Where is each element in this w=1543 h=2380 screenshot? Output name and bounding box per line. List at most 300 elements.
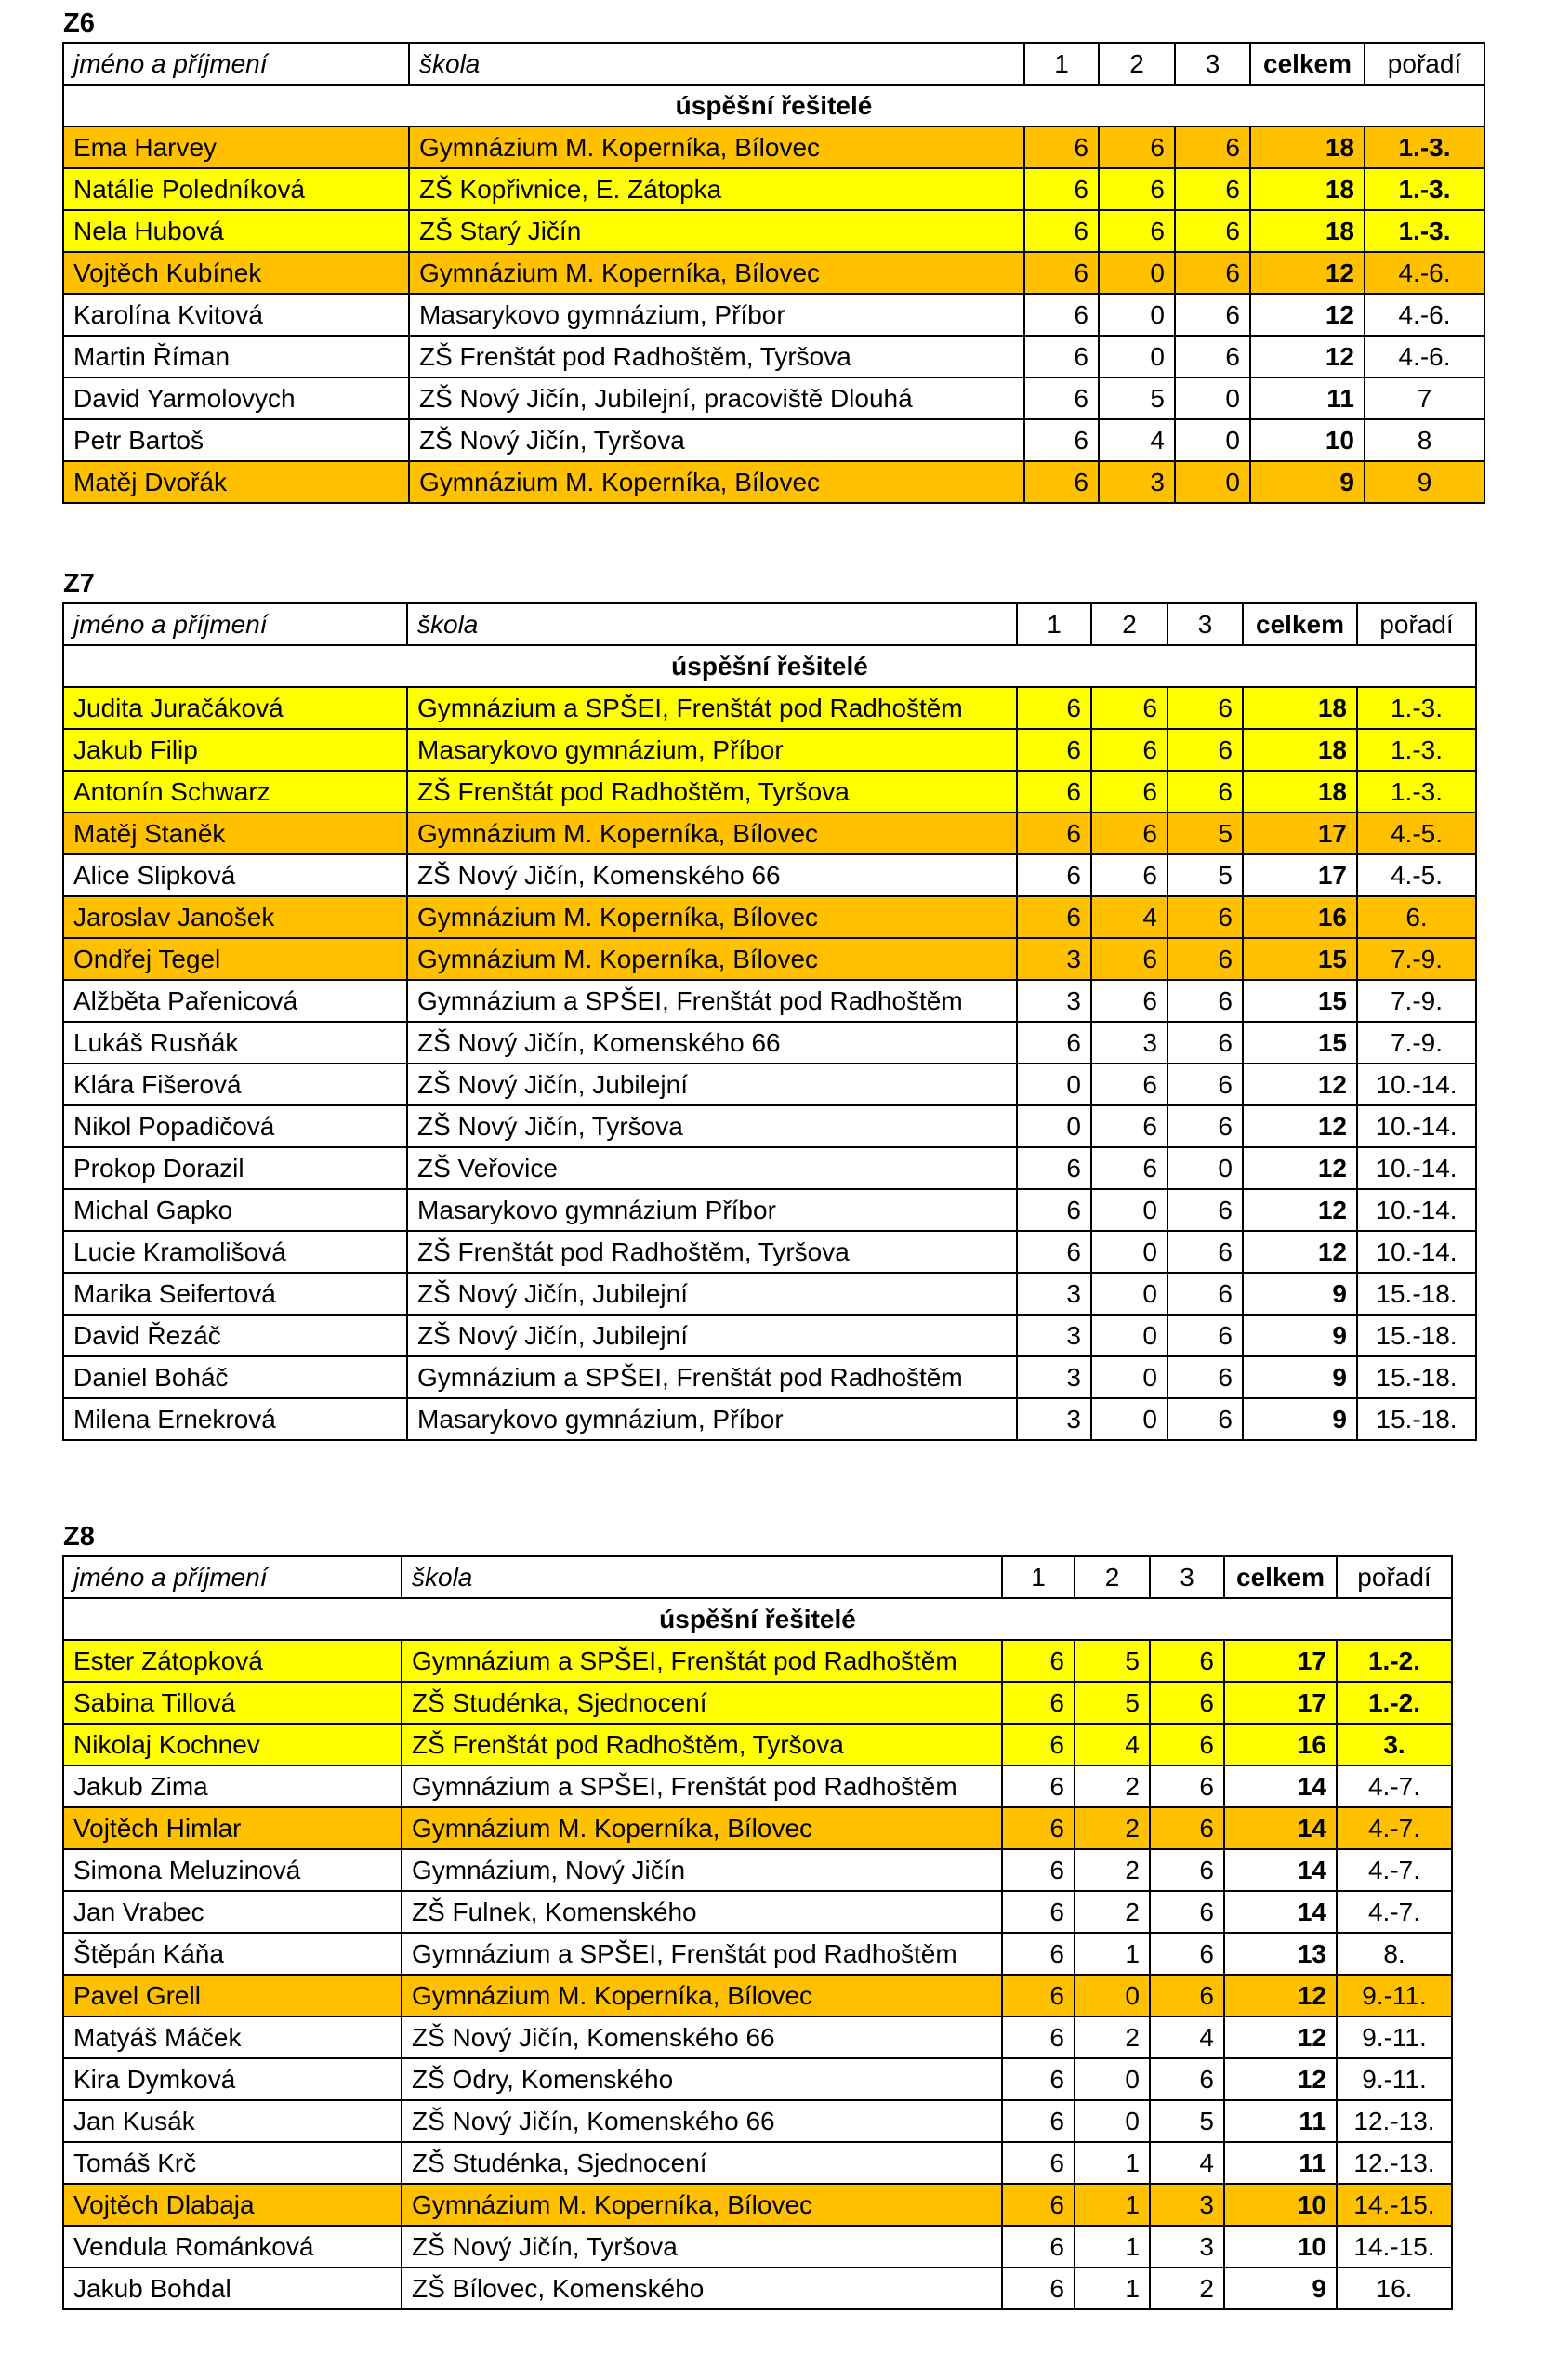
cell-task-3: 0: [1175, 419, 1250, 461]
cell-rank: 1.-3.: [1365, 126, 1484, 168]
cell-total: 16: [1224, 1724, 1337, 1765]
cell-task-2: 2: [1075, 1891, 1150, 1933]
cell-school: ZŠ Nový Jičín, Tyršova: [407, 1105, 1017, 1147]
cell-task-3: 6: [1175, 168, 1250, 210]
cell-task-1: 3: [1017, 1398, 1091, 1440]
table-row: [63, 1147, 1476, 1189]
cell-task-3: 5: [1150, 2100, 1224, 2142]
section-title: Z8: [63, 1522, 95, 1552]
cell-task-2: 0: [1091, 1356, 1167, 1398]
cell-rank: 3.: [1337, 1724, 1452, 1765]
cell-task-1: 3: [1017, 1356, 1091, 1398]
header-name: jméno a příjmení: [63, 1556, 402, 1598]
cell-name: Karolína Kvitová: [63, 294, 409, 336]
cell-task-2: 0: [1099, 294, 1175, 336]
table-row: [63, 1640, 1452, 1682]
cell-total: 18: [1250, 168, 1365, 210]
cell-task-2: 4: [1099, 419, 1175, 461]
cell-school: Masarykovo gymnázium, Příbor: [407, 729, 1017, 771]
cell-task-2: 2: [1075, 2016, 1150, 2058]
cell-total: 12: [1243, 1189, 1357, 1231]
table-row: [63, 2268, 1452, 2309]
cell-school: ZŠ Starý Jičín: [409, 210, 1024, 252]
header-total: celkem: [1243, 603, 1357, 645]
cell-total: 10: [1224, 2226, 1337, 2268]
cell-rank: 10.-14.: [1357, 1189, 1476, 1231]
cell-rank: 4.-7.: [1337, 1765, 1452, 1807]
table-row: [63, 1398, 1476, 1440]
subheader-row: [63, 85, 1484, 126]
cell-task-1: 6: [1024, 377, 1099, 419]
cell-total: 9: [1243, 1356, 1357, 1398]
cell-school: Gymnázium a SPŠEI, Frenštát pod Radhoštěm: [407, 980, 1017, 1022]
cell-task-2: 6: [1091, 771, 1167, 813]
table-row: [63, 1315, 1476, 1356]
cell-school: Gymnázium M. Koperníka, Bílovec: [407, 896, 1017, 938]
cell-task-3: 6: [1150, 1849, 1224, 1891]
table-row: [63, 771, 1476, 813]
cell-task-3: 5: [1167, 854, 1243, 896]
cell-total: 12: [1250, 252, 1365, 294]
table-row: [63, 2100, 1452, 2142]
cell-total: 14: [1224, 1807, 1337, 1849]
cell-name: Sabina Tillová: [63, 1682, 402, 1724]
cell-name: Alžběta Pařenicová: [63, 980, 407, 1022]
cell-total: 12: [1243, 1231, 1357, 1273]
table-row: [63, 1891, 1452, 1933]
subheader-row: [63, 1598, 1452, 1640]
cell-task-1: 6: [1017, 896, 1091, 938]
cell-task-2: 0: [1091, 1189, 1167, 1231]
cell-task-1: 3: [1017, 1273, 1091, 1315]
cell-task-1: 6: [1002, 2226, 1075, 2268]
cell-rank: 15.-18.: [1357, 1356, 1476, 1398]
cell-task-2: 0: [1075, 1975, 1150, 2016]
cell-school: Gymnázium M. Koperníka, Bílovec: [402, 2184, 1002, 2226]
table-row: [63, 1231, 1476, 1273]
cell-task-3: 6: [1167, 1105, 1243, 1147]
results-table-z6: [62, 42, 1485, 504]
results-table-z8: [62, 1555, 1453, 2310]
cell-rank: 15.-18.: [1357, 1315, 1476, 1356]
cell-task-3: 6: [1167, 1315, 1243, 1356]
cell-task-1: 6: [1002, 2142, 1075, 2184]
cell-task-1: 6: [1017, 1189, 1091, 1231]
cell-total: 10: [1250, 419, 1365, 461]
cell-school: ZŠ Bílovec, Komenského: [402, 2268, 1002, 2309]
cell-task-3: 6: [1167, 938, 1243, 980]
cell-task-2: 5: [1099, 377, 1175, 419]
cell-task-1: 6: [1024, 461, 1099, 503]
table-row: [63, 126, 1484, 168]
cell-task-1: 6: [1024, 294, 1099, 336]
cell-name: Antonín Schwarz: [63, 771, 407, 813]
cell-name: Jan Kusák: [63, 2100, 402, 2142]
cell-task-2: 1: [1075, 2142, 1150, 2184]
cell-total: 9: [1243, 1398, 1357, 1440]
cell-task-1: 6: [1002, 1891, 1075, 1933]
cell-task-1: 0: [1017, 1064, 1091, 1105]
cell-task-3: 6: [1167, 687, 1243, 729]
header-task-1: 1: [1017, 603, 1091, 645]
cell-name: Jakub Filip: [63, 729, 407, 771]
cell-task-2: 0: [1091, 1315, 1167, 1356]
cell-name: Natálie Poledníková: [63, 168, 409, 210]
cell-total: 12: [1243, 1064, 1357, 1105]
cell-task-1: 6: [1024, 252, 1099, 294]
cell-rank: 9: [1365, 461, 1484, 503]
cell-rank: 4.-5.: [1357, 854, 1476, 896]
cell-name: Vojtěch Dlabaja: [63, 2184, 402, 2226]
cell-school: Gymnázium M. Koperníka, Bílovec: [409, 461, 1024, 503]
table-row: [63, 1849, 1452, 1891]
cell-task-3: 6: [1167, 729, 1243, 771]
cell-rank: 10.-14.: [1357, 1064, 1476, 1105]
header-total: celkem: [1250, 43, 1365, 85]
cell-name: Lukáš Rusňák: [63, 1022, 407, 1064]
cell-task-1: 6: [1024, 210, 1099, 252]
cell-school: Gymnázium M. Koperníka, Bílovec: [409, 126, 1024, 168]
cell-task-1: 6: [1002, 1807, 1075, 1849]
cell-task-1: 6: [1017, 771, 1091, 813]
cell-task-1: 6: [1002, 1849, 1075, 1891]
cell-task-2: 0: [1091, 1398, 1167, 1440]
cell-rank: 1.-3.: [1357, 771, 1476, 813]
cell-task-1: 6: [1017, 687, 1091, 729]
table-row: [63, 294, 1484, 336]
header-task-3: 3: [1175, 43, 1250, 85]
cell-total: 13: [1224, 1933, 1337, 1975]
table-row: [63, 896, 1476, 938]
cell-task-3: 3: [1150, 2226, 1224, 2268]
cell-rank: 9.-11.: [1337, 1975, 1452, 2016]
cell-task-1: 6: [1002, 2100, 1075, 2142]
cell-name: Matěj Dvořák: [63, 461, 409, 503]
cell-task-3: 6: [1167, 1231, 1243, 1273]
cell-school: Masarykovo gymnázium, Příbor: [407, 1398, 1017, 1440]
cell-total: 11: [1224, 2100, 1337, 2142]
cell-school: ZŠ Nový Jičín, Jubilejní: [407, 1273, 1017, 1315]
cell-task-2: 1: [1075, 2226, 1150, 2268]
cell-rank: 8.: [1337, 1933, 1452, 1975]
cell-rank: 4.-7.: [1337, 1807, 1452, 1849]
cell-total: 10: [1224, 2184, 1337, 2226]
cell-school: Gymnázium M. Koperníka, Bílovec: [407, 938, 1017, 980]
cell-total: 9: [1243, 1315, 1357, 1356]
cell-school: Gymnázium M. Koperníka, Bílovec: [409, 252, 1024, 294]
table-row: [63, 980, 1476, 1022]
cell-total: 18: [1243, 687, 1357, 729]
cell-task-1: 6: [1002, 1975, 1075, 2016]
cell-name: Prokop Dorazil: [63, 1147, 407, 1189]
header-task-2: 2: [1075, 1556, 1150, 1598]
cell-name: Milena Ernekrová: [63, 1398, 407, 1440]
cell-school: ZŠ Kopřivnice, E. Zátopka: [409, 168, 1024, 210]
cell-rank: 4.-7.: [1337, 1891, 1452, 1933]
cell-task-1: 6: [1024, 419, 1099, 461]
table-row: [63, 2184, 1452, 2226]
cell-total: 9: [1243, 1273, 1357, 1315]
cell-school: ZŠ Nový Jičín, Jubilejní: [407, 1064, 1017, 1105]
cell-school: ZŠ Frenštát pod Radhoštěm, Tyršova: [402, 1724, 1002, 1765]
subheader-label: úspěšní řešitelé: [63, 1598, 1452, 1640]
cell-task-2: 6: [1091, 1105, 1167, 1147]
cell-total: 18: [1243, 729, 1357, 771]
cell-school: ZŠ Nový Jičín, Jubilejní: [407, 1315, 1017, 1356]
cell-rank: 10.-14.: [1357, 1105, 1476, 1147]
table-row: [63, 1933, 1452, 1975]
cell-task-1: 6: [1002, 2184, 1075, 2226]
subheader-row: [63, 645, 1476, 687]
cell-rank: 14.-15.: [1337, 2184, 1452, 2226]
cell-name: Matyáš Máček: [63, 2016, 402, 2058]
cell-rank: 4.-5.: [1357, 813, 1476, 854]
cell-rank: 12.-13.: [1337, 2100, 1452, 2142]
table-row: [63, 461, 1484, 503]
cell-rank: 6.: [1357, 896, 1476, 938]
table-header-row: [63, 1556, 1452, 1598]
cell-school: Masarykovo gymnázium, Příbor: [409, 294, 1024, 336]
cell-school: Gymnázium a SPŠEI, Frenštát pod Radhoštěm: [402, 1933, 1002, 1975]
cell-task-3: 6: [1150, 1640, 1224, 1682]
cell-name: Michal Gapko: [63, 1189, 407, 1231]
cell-total: 11: [1250, 377, 1365, 419]
table-row: [63, 1022, 1476, 1064]
cell-name: Alice Slipková: [63, 854, 407, 896]
cell-rank: 4.-7.: [1337, 1849, 1452, 1891]
cell-task-1: 6: [1017, 729, 1091, 771]
cell-task-3: 6: [1175, 252, 1250, 294]
cell-name: Vojtěch Kubínek: [63, 252, 409, 294]
cell-total: 12: [1224, 2016, 1337, 2058]
table-row: [63, 1682, 1452, 1724]
cell-task-3: 6: [1167, 1273, 1243, 1315]
cell-rank: 15.-18.: [1357, 1398, 1476, 1440]
cell-task-2: 5: [1075, 1640, 1150, 1682]
cell-task-2: 6: [1091, 1147, 1167, 1189]
cell-task-3: 6: [1150, 1891, 1224, 1933]
table-row: [63, 419, 1484, 461]
cell-name: David Yarmolovych: [63, 377, 409, 419]
cell-task-3: 6: [1150, 2058, 1224, 2100]
table-row: [63, 1765, 1452, 1807]
cell-total: 12: [1250, 336, 1365, 377]
cell-rank: 9.-11.: [1337, 2016, 1452, 2058]
header-name: jméno a příjmení: [63, 603, 407, 645]
table-row: [63, 336, 1484, 377]
cell-task-1: 6: [1002, 1765, 1075, 1807]
cell-total: 17: [1224, 1640, 1337, 1682]
cell-task-3: 3: [1150, 2184, 1224, 2226]
table-row: [63, 813, 1476, 854]
cell-task-3: 6: [1150, 1975, 1224, 2016]
cell-name: Jakub Bohdal: [63, 2268, 402, 2309]
cell-total: 11: [1224, 2142, 1337, 2184]
header-task-1: 1: [1024, 43, 1099, 85]
cell-task-1: 3: [1017, 980, 1091, 1022]
cell-name: Martin Říman: [63, 336, 409, 377]
cell-name: Jan Vrabec: [63, 1891, 402, 1933]
section-title: Z6: [63, 8, 95, 38]
header-task-2: 2: [1099, 43, 1175, 85]
cell-total: 17: [1243, 854, 1357, 896]
cell-task-2: 1: [1075, 2268, 1150, 2309]
cell-task-2: 2: [1075, 1807, 1150, 1849]
cell-total: 15: [1243, 938, 1357, 980]
cell-task-1: 6: [1024, 168, 1099, 210]
cell-school: ZŠ Studénka, Sjednocení: [402, 2142, 1002, 2184]
table-row: [63, 2142, 1452, 2184]
cell-task-2: 6: [1091, 687, 1167, 729]
cell-task-3: 4: [1150, 2016, 1224, 2058]
cell-task-3: 6: [1175, 336, 1250, 377]
cell-total: 12: [1250, 294, 1365, 336]
cell-task-3: 6: [1150, 1807, 1224, 1849]
cell-task-2: 6: [1091, 854, 1167, 896]
cell-total: 18: [1250, 210, 1365, 252]
results-table-z7: [62, 602, 1477, 1441]
cell-task-3: 6: [1150, 1933, 1224, 1975]
table-row: [63, 1105, 1476, 1147]
cell-name: Klára Fišerová: [63, 1064, 407, 1105]
cell-task-1: 6: [1002, 1640, 1075, 1682]
table-row: [63, 1064, 1476, 1105]
cell-school: ZŠ Odry, Komenského: [402, 2058, 1002, 2100]
header-school: škola: [409, 43, 1024, 85]
cell-school: ZŠ Nový Jičín, Jubilejní, pracoviště Dlouhá: [409, 377, 1024, 419]
cell-total: 15: [1243, 980, 1357, 1022]
cell-rank: 1.-2.: [1337, 1640, 1452, 1682]
header-task-3: 3: [1167, 603, 1243, 645]
cell-name: Marika Seifertová: [63, 1273, 407, 1315]
header-task-3: 3: [1150, 1556, 1224, 1598]
cell-total: 14: [1224, 1891, 1337, 1933]
cell-task-2: 5: [1075, 1682, 1150, 1724]
cell-task-2: 6: [1091, 938, 1167, 980]
cell-task-3: 6: [1167, 980, 1243, 1022]
cell-name: Lucie Kramolišová: [63, 1231, 407, 1273]
cell-task-2: 1: [1075, 1933, 1150, 1975]
cell-name: Jaroslav Janošek: [63, 896, 407, 938]
cell-name: Matěj Staněk: [63, 813, 407, 854]
cell-rank: 7: [1365, 377, 1484, 419]
cell-task-3: 6: [1150, 1724, 1224, 1765]
cell-rank: 1.-3.: [1357, 687, 1476, 729]
cell-task-3: 6: [1167, 896, 1243, 938]
cell-rank: 12.-13.: [1337, 2142, 1452, 2184]
cell-name: Daniel Boháč: [63, 1356, 407, 1398]
cell-task-2: 6: [1091, 813, 1167, 854]
cell-task-3: 6: [1150, 1682, 1224, 1724]
cell-rank: 7.-9.: [1357, 938, 1476, 980]
cell-name: Nela Hubová: [63, 210, 409, 252]
cell-rank: 14.-15.: [1337, 2226, 1452, 2268]
cell-rank: 10.-14.: [1357, 1231, 1476, 1273]
table-row: [63, 938, 1476, 980]
cell-rank: 1.-3.: [1357, 729, 1476, 771]
cell-task-1: 0: [1017, 1105, 1091, 1147]
table-row: [63, 687, 1476, 729]
header-rank: pořadí: [1337, 1556, 1452, 1598]
cell-task-2: 1: [1075, 2184, 1150, 2226]
table-row: [63, 1975, 1452, 2016]
cell-task-2: 0: [1075, 2100, 1150, 2142]
cell-name: Ester Zátopková: [63, 1640, 402, 1682]
cell-total: 18: [1243, 771, 1357, 813]
table-row: [63, 1807, 1452, 1849]
cell-total: 16: [1243, 896, 1357, 938]
cell-task-3: 6: [1175, 210, 1250, 252]
cell-rank: 1.-2.: [1337, 1682, 1452, 1724]
table-row: [63, 252, 1484, 294]
cell-name: Štěpán Káňa: [63, 1933, 402, 1975]
cell-task-3: 6: [1167, 1189, 1243, 1231]
table-row: [63, 2016, 1452, 2058]
cell-task-3: 6: [1175, 126, 1250, 168]
cell-task-3: 6: [1150, 1765, 1224, 1807]
cell-name: Nikol Popadičová: [63, 1105, 407, 1147]
cell-school: ZŠ Frenštát pod Radhoštěm, Tyršova: [407, 1231, 1017, 1273]
header-task-2: 2: [1091, 603, 1167, 645]
cell-task-2: 3: [1091, 1022, 1167, 1064]
cell-rank: 4.-6.: [1365, 336, 1484, 377]
cell-rank: 7.-9.: [1357, 980, 1476, 1022]
cell-task-1: 6: [1002, 2268, 1075, 2309]
cell-rank: 4.-6.: [1365, 294, 1484, 336]
table-row: [63, 210, 1484, 252]
cell-name: Petr Bartoš: [63, 419, 409, 461]
header-total: celkem: [1224, 1556, 1337, 1598]
cell-name: Kira Dymková: [63, 2058, 402, 2100]
table-row: [63, 377, 1484, 419]
cell-task-1: 6: [1002, 1682, 1075, 1724]
cell-rank: 15.-18.: [1357, 1273, 1476, 1315]
cell-name: Jakub Zima: [63, 1765, 402, 1807]
cell-school: ZŠ Nový Jičín, Tyršova: [402, 2226, 1002, 2268]
table-row: [63, 2226, 1452, 2268]
cell-task-3: 0: [1167, 1147, 1243, 1189]
cell-task-2: 0: [1099, 336, 1175, 377]
cell-task-3: 6: [1167, 1022, 1243, 1064]
cell-name: Pavel Grell: [63, 1975, 402, 2016]
cell-task-2: 6: [1099, 168, 1175, 210]
cell-task-2: 0: [1091, 1273, 1167, 1315]
cell-task-3: 0: [1175, 461, 1250, 503]
cell-task-2: 6: [1091, 1064, 1167, 1105]
cell-name: Ondřej Tegel: [63, 938, 407, 980]
cell-name: Nikolaj Kochnev: [63, 1724, 402, 1765]
cell-task-1: 6: [1002, 2058, 1075, 2100]
cell-task-3: 6: [1167, 1064, 1243, 1105]
cell-task-1: 6: [1002, 2016, 1075, 2058]
cell-school: ZŠ Studénka, Sjednocení: [402, 1682, 1002, 1724]
section-title: Z7: [63, 569, 95, 599]
cell-name: Tomáš Krč: [63, 2142, 402, 2184]
cell-task-3: 0: [1175, 377, 1250, 419]
cell-school: ZŠ Fulnek, Komenského: [402, 1891, 1002, 1933]
header-name: jméno a příjmení: [63, 43, 409, 85]
header-school: škola: [407, 603, 1017, 645]
cell-rank: 8: [1365, 419, 1484, 461]
cell-task-1: 6: [1017, 1022, 1091, 1064]
cell-school: Gymnázium M. Koperníka, Bílovec: [407, 813, 1017, 854]
cell-task-2: 4: [1091, 896, 1167, 938]
cell-school: Gymnázium a SPŠEI, Frenštát pod Radhoštěm: [407, 687, 1017, 729]
cell-task-3: 4: [1150, 2142, 1224, 2184]
header-rank: pořadí: [1365, 43, 1484, 85]
cell-school: ZŠ Nový Jičín, Komenského 66: [407, 1022, 1017, 1064]
cell-task-1: 6: [1002, 1724, 1075, 1765]
